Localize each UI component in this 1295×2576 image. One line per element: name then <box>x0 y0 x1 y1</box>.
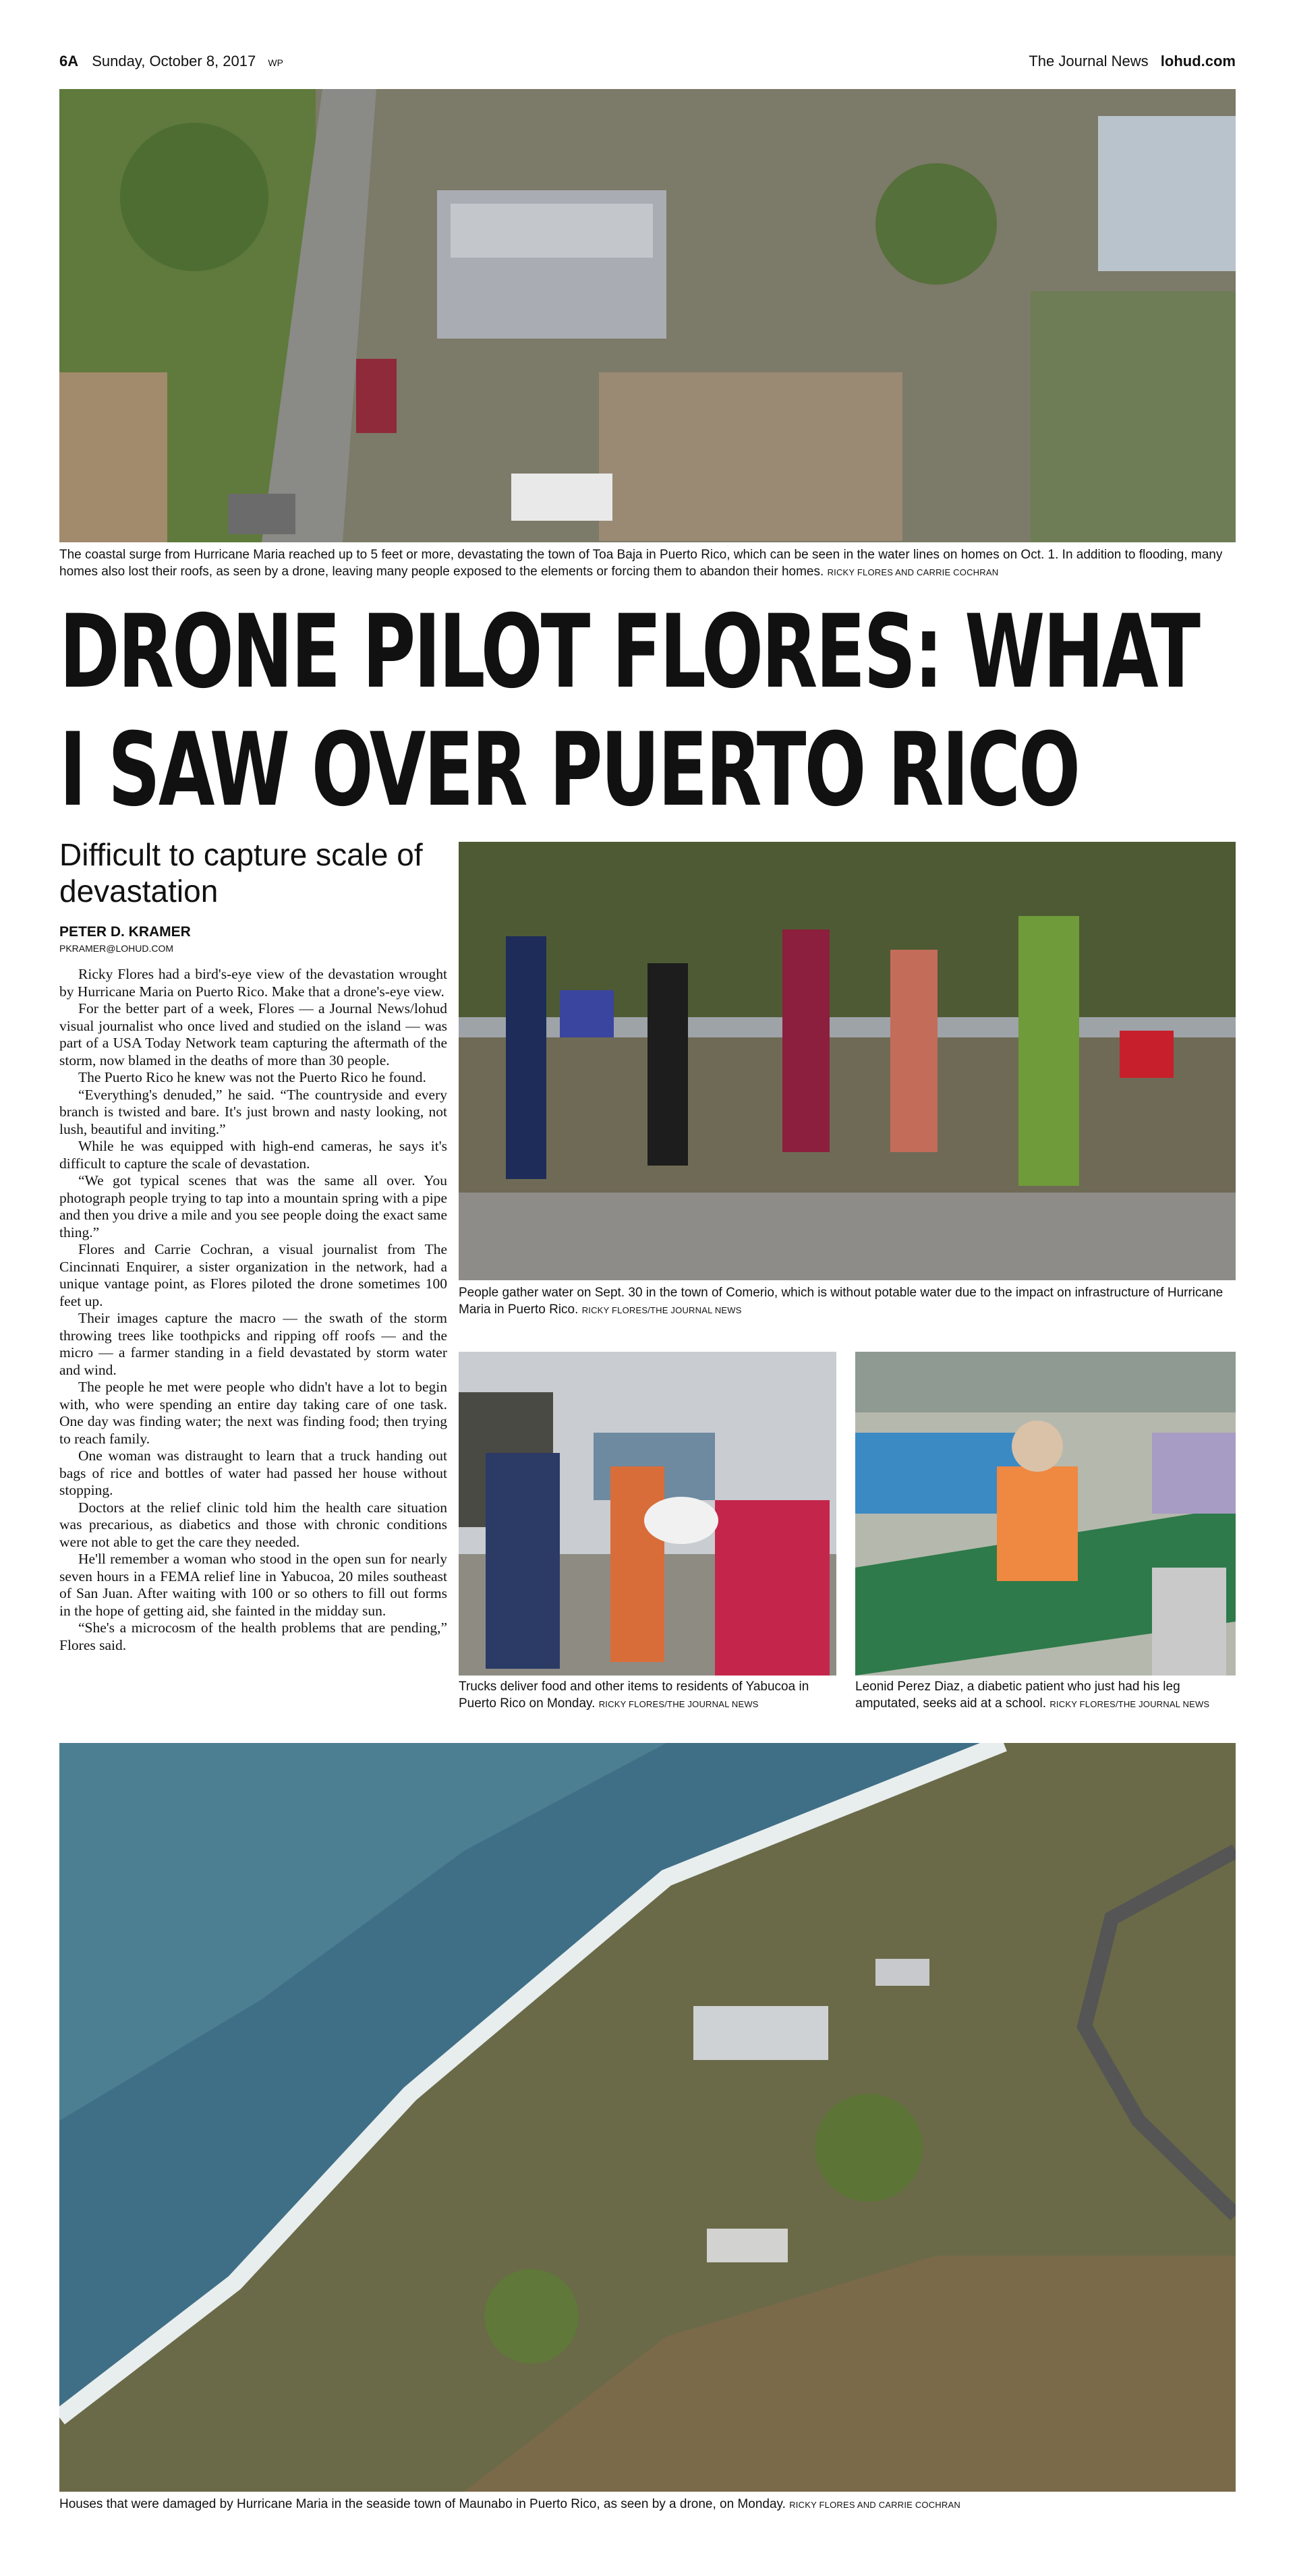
bottom-photo-caption <box>59 2496 1236 2513</box>
story-paragraph: “We got typical scenes that was the same all over. You photograph people trying to tap into a mountain spring with a pipe and then you drive a mile and you see people doing the exact same thing.” <box>59 1172 447 1240</box>
story-paragraph: One woman was distraught to learn that a truck handing out bags of rice and bottles of water had passed her house without stopping. <box>59 1448 447 1498</box>
story-paragraph: The Puerto Rico he knew was not the Puerto Rico he found. <box>78 1069 426 1085</box>
water-gathering-photo <box>459 842 1236 1280</box>
headline-line-2: I SAW OVER PUERTO RICO <box>59 712 1079 829</box>
patient-photo-caption-text: Leonid Perez Diaz, a diabetic patient who just had his leg amputated, seeks aid at a school. <box>855 1680 1180 1711</box>
byline-email: PKRAMER@LOHUD.COM <box>59 943 174 954</box>
story-deck: Difficult to capture scale of devastation <box>59 837 423 909</box>
story-paragraph: For the better part of a week, Flores — a Journal News/lohud visual journalist who once lived and studied on the island — was part of a USA Today Network team capturing the aftermath of the storm, now blamed in the deaths of more than 30 people. <box>59 1000 447 1068</box>
top-photo-caption <box>59 546 1236 581</box>
trucks-aid-photo <box>459 1352 836 1676</box>
headline-line-1: DRONE PILOT FLORES: WHAT <box>59 594 1199 711</box>
story-byline: PETER D. KRAMER <box>59 924 191 940</box>
story-paragraph: Their images capture the macro — the swath of the storm throwing trees like toothpicks and ripping off roofs — and the micro — a farmer standing in a field devastated by storm water and wind. <box>59 1310 447 1378</box>
story-paragraph: He'll remember a woman who stood in the open sun for nearly seven hours in a FEMA relief line in Yabucoa, 20 miles southeast of San Juan. After waiting with 100 or so others to fill out forms in the hope of getting aid, she fainted in the midday sun. <box>59 1551 447 1619</box>
trucks-photo-credit: RICKY FLORES/THE JOURNAL NEWS <box>598 1699 759 1709</box>
site-url: lohud.com <box>1160 53 1236 69</box>
water-photo-credit: RICKY FLORES/THE JOURNAL NEWS <box>581 1305 742 1315</box>
water-photo-caption-text: People gather water on Sept. 30 in the town of Comerio, which is without potable water due to the impact on infrastructure of Hurricane Maria in Puerto Rico. <box>459 1286 1224 1317</box>
maunabo-aerial-photo <box>59 1743 1236 2492</box>
story-paragraph: “She's a microcosm of the health problems that are pending,” Flores said. <box>59 1620 447 1653</box>
patient-photo-credit: RICKY FLORES/THE JOURNAL NEWS <box>1049 1699 1210 1709</box>
story-paragraph: Ricky Flores had a bird's-eye view of the devastation wrought by Hurricane Maria on Puerto Rico. Make that a drone's-eye view. <box>59 966 447 1000</box>
page-number: 6A <box>59 53 79 69</box>
story-paragraph: The people he met were people who didn't have a lot to begin with, who were spending an entire day taking care of one task. One day was finding water; the next was finding food; then trying to reach family. <box>59 1379 447 1447</box>
patient-photo-caption <box>855 1678 1236 1713</box>
story-paragraph: “Everything's denuded,” he said. “The countryside and every branch is twisted and bare. It's just brown and nasty looking, not lush, beautiful and inviting.” <box>59 1086 447 1137</box>
issue-date: Sunday, October 8, 2017 <box>92 53 256 69</box>
publication-name: The Journal News <box>1029 53 1149 69</box>
trucks-photo-caption-text: Trucks deliver food and other items to residents of Yabucoa in Puerto Rico on Monday. <box>459 1680 809 1711</box>
bottom-photo-credit: RICKY FLORES AND CARRIE COCHRAN <box>789 2500 960 2510</box>
page-header-right <box>1029 53 1236 70</box>
story-paragraph: While he was equipped with high-end cameras, he says it's difficult to capture the scale of devastation. <box>59 1138 447 1172</box>
headline <box>59 594 1240 830</box>
story-paragraph: Flores and Carrie Cochran, a visual journalist from The Cincinnati Enquirer, a sister organization in the network, had a unique vantage point, as Flores piloted the drone sometimes 100 feet up. <box>59 1241 447 1309</box>
edition-code: WP <box>268 57 283 68</box>
water-photo-caption <box>459 1284 1236 1319</box>
patient-aid-photo <box>855 1352 1236 1676</box>
story-paragraph: Doctors at the relief clinic told him the health care situation was precarious, as diabetics and those with chronic conditions were not able to get the care they needed. <box>59 1499 447 1550</box>
trucks-photo-caption <box>459 1678 836 1713</box>
top-photo-caption-text: The coastal surge from Hurricane Maria reached up to 5 feet or more, devastating the town of Toa Baja in Puerto Rico, which can be seen in the water lines on homes on Oct. 1. In addition to flooding, many homes also lost their roofs, as seen by a drone, leaving many people exposed to the elements or forcing them to abandon their homes. <box>59 548 1223 579</box>
bottom-photo-caption-text: Houses that were damaged by Hurricane Maria in the seaside town of Maunabo in Puerto Rico, as seen by a drone, on Monday. <box>59 2497 786 2511</box>
page-header-left <box>59 53 283 70</box>
toa-baja-aerial-photo <box>59 89 1236 542</box>
top-photo-credit: RICKY FLORES AND CARRIE COCHRAN <box>827 567 999 577</box>
story-body <box>59 966 447 1654</box>
